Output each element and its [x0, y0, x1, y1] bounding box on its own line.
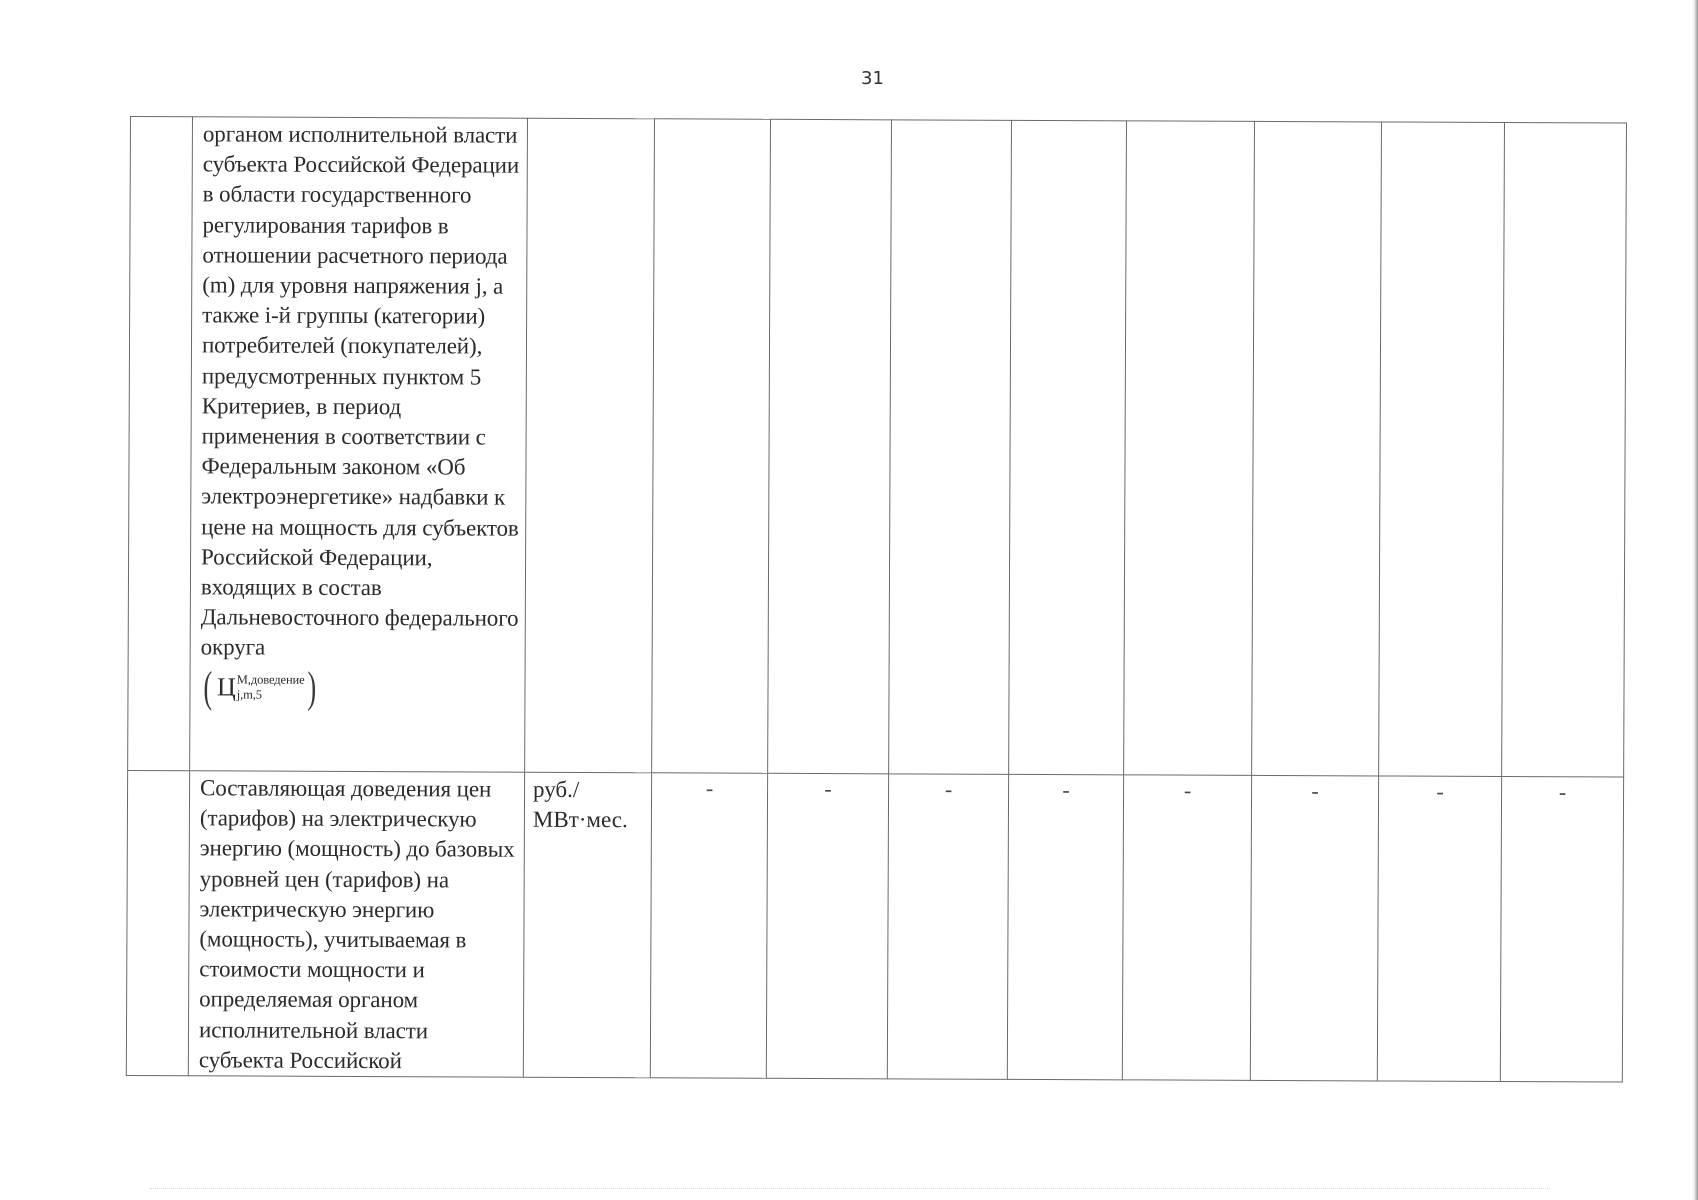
- row-number-cell: [128, 117, 193, 771]
- value-cell: [887, 774, 1008, 1080]
- value-cell: [766, 773, 888, 1079]
- value-cell: [1379, 122, 1505, 777]
- unit-cell: [523, 772, 651, 1078]
- unit-text: руб./ МВт·мес.: [532, 776, 628, 833]
- value-cell: [1250, 775, 1378, 1081]
- value-cell: [1122, 775, 1251, 1081]
- symbol-superscript: М,доведение: [236, 672, 305, 687]
- tariff-table: [126, 116, 1627, 1083]
- value-text: [1505, 123, 1626, 126]
- value-text: [1255, 122, 1381, 125]
- value-text: [892, 120, 1011, 123]
- value-text: -: [705, 775, 714, 801]
- value-text: [1127, 121, 1254, 124]
- value-cell: [1124, 121, 1255, 776]
- scan-edge-shadow: [1692, 0, 1698, 1200]
- value-cell: [1502, 122, 1627, 777]
- table-row: [126, 770, 1623, 1082]
- description-cell: [190, 117, 528, 772]
- unit-cell: [525, 118, 655, 773]
- value-cell: [1007, 774, 1123, 1080]
- symbol-base: Ц: [217, 672, 236, 702]
- formula-symbol: [190, 663, 524, 711]
- page-number: 31: [861, 68, 884, 89]
- right-paren: ): [307, 662, 317, 712]
- value-cell: [652, 119, 771, 773]
- unit-text: [528, 119, 654, 122]
- value-cell: [1252, 121, 1382, 776]
- row-number-cell: [126, 770, 189, 1075]
- value-cell: [1500, 776, 1623, 1082]
- symbol-subscript: j,m,5: [236, 687, 262, 702]
- value-text: -: [1558, 779, 1567, 805]
- description-cell: [188, 771, 524, 1077]
- value-cell: [889, 120, 1012, 775]
- value-text: [655, 119, 770, 122]
- row-description: Составляющая доведения цен (тарифов) на электрическую энергию (мощность) до базовых уровней цен (тарифов) на электрическую энергию (мощность), учитываемая в стоимости мощности и определяемая органом исполнительной власти субъекта Российской: [198, 775, 515, 1074]
- value-text: -: [1183, 777, 1192, 803]
- value-cell: [650, 773, 767, 1079]
- value-text: [771, 120, 891, 123]
- scan-noise-line: [150, 1188, 1550, 1191]
- value-text: -: [1311, 778, 1319, 804]
- value-cell: [1377, 776, 1501, 1082]
- value-cell: [768, 119, 892, 774]
- value-text: -: [1062, 777, 1070, 803]
- value-text: -: [944, 776, 953, 802]
- value-text: [1012, 121, 1126, 123]
- left-paren: (: [203, 661, 213, 712]
- value-cell: [1009, 120, 1127, 774]
- value-text: -: [824, 776, 832, 802]
- value-text: [1382, 122, 1504, 125]
- value-text: -: [1436, 778, 1444, 804]
- table-row: [128, 117, 1627, 778]
- row-description: органом исполнительной власти субъекта Российской Федерации в области государственного регулирования тарифов в отношении расчетного периода (m) для уровня напряжения j, а также i-й группы (категории) потребителей (покупателей), предусмотренных пунктом 5 Критериев, в период применения в соответствии с Федеральным законом «Об электроэнергетике» надбавки к цене на мощность для субъектов Российской Федерации, входящих в состав Дальневосточного федерального округа: [200, 121, 520, 661]
